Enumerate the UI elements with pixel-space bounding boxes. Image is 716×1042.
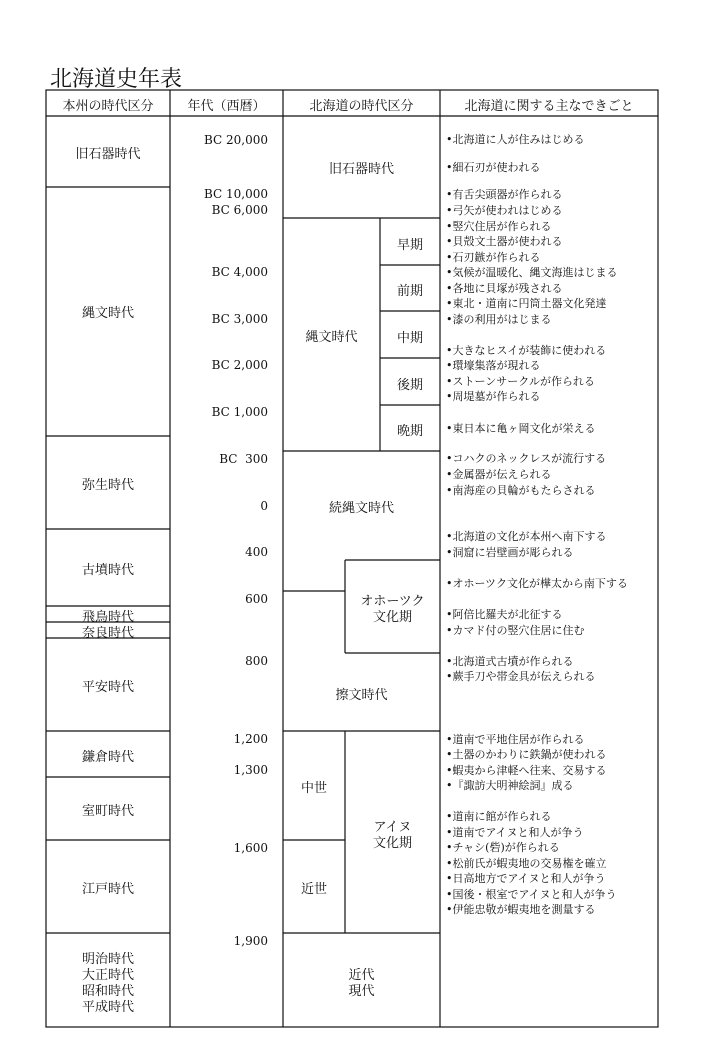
event-item: •漆の利用がはじまる [446, 313, 552, 326]
event-item: •周堤墓が作られる [446, 390, 541, 403]
hokkaido-period-epi-jomon: 続縄文時代 [328, 501, 394, 516]
event-item: •松前氏が蝦夷地の交易権を確立 [446, 857, 607, 870]
honshu-period-heian: 平安時代 [81, 680, 134, 695]
event-item: •環壕集落が現れる [446, 359, 541, 372]
hokkaido-period-modern: 近代 [348, 968, 375, 983]
event-item: •洞窟に岩壁画が彫られる [446, 546, 574, 559]
hokkaido-period-chusei: 中世 [300, 781, 327, 796]
header-year: 年代（西暦） [187, 99, 266, 114]
event-item: •有舌尖頭器が作られる [446, 188, 563, 201]
year-label: 1,900 [233, 934, 268, 948]
event-item: •ストーンサークルが作られる [446, 375, 595, 388]
header-hokkaido-periods: 北海道の時代区分 [309, 99, 414, 114]
event-item: •コハクのネックレスが流行する [446, 452, 607, 465]
year-label: BC 6,000 [211, 203, 268, 217]
jomon-subperiod-early: 前期 [396, 284, 423, 299]
honshu-period-kamakura: 鎌倉時代 [81, 750, 134, 765]
event-item: •カマド付の竪穴住居に住む [446, 624, 585, 637]
event-item: •大きなヒスイが装飾に使われる [446, 344, 607, 357]
year-label: 1,600 [233, 841, 268, 855]
event-item: •東日本に亀ヶ岡文化が栄える [446, 422, 596, 435]
hokkaido-period-paleolithic: 旧石器時代 [328, 162, 394, 177]
hokkaido-period-contemporary: 現代 [348, 984, 375, 999]
honshu-period-asuka: 飛鳥時代 [81, 610, 134, 625]
hokkaido-period-kinsei: 近世 [300, 882, 327, 897]
honshu-period-kofun: 古墳時代 [81, 563, 134, 578]
honshu-period-jomon: 縄文時代 [81, 306, 134, 321]
honshu-period-taisho: 大正時代 [81, 968, 134, 983]
event-item: •チャシ(砦)が作られる [446, 841, 560, 854]
year-label: 1,300 [233, 763, 268, 777]
jomon-subperiod-late: 後期 [396, 378, 423, 393]
hokkaido-period-jomon: 縄文時代 [305, 330, 358, 345]
honshu-period-nara: 奈良時代 [81, 626, 134, 641]
event-item: •金属器が伝えられる [446, 468, 552, 481]
honshu-period-heisei: 平成時代 [81, 1000, 134, 1015]
year-label: 400 [245, 545, 268, 559]
event-item: •気候が温暖化、縄文海進はじまる [446, 266, 618, 279]
event-item: •伊能忠敬が蝦夷地を測量する [446, 903, 596, 916]
year-label: BC 1,000 [211, 405, 268, 419]
event-item: •蕨手刀や帯金具が伝えられる [446, 670, 596, 683]
page-title: 北海道史年表 [50, 67, 183, 92]
event-item: •南海産の貝輪がもたらされる [446, 484, 596, 497]
year-label: BC 4,000 [211, 265, 268, 279]
header-honshu-periods: 本州の時代区分 [62, 99, 154, 114]
event-item: •国後・根室でアイヌと和人が争う [446, 888, 617, 901]
honshu-period-showa: 昭和時代 [81, 984, 134, 999]
event-item: •東北・道南に円筒土器文化発達 [446, 297, 607, 310]
year-label: 1,200 [233, 732, 268, 746]
honshu-period-muromachi: 室町時代 [81, 804, 134, 819]
honshu-period-yayoi: 弥生時代 [81, 478, 134, 493]
event-item: •弓矢が使われはじめる [446, 204, 563, 217]
hokkaido-period-satsumon: 擦文時代 [335, 688, 388, 703]
header-events: 北海道に関する主なできごと [464, 99, 634, 114]
event-item: •阿倍比羅夫が北征する [446, 608, 563, 621]
year-label: BC 300 [219, 452, 268, 466]
year-label: 0 [260, 499, 268, 513]
event-item: •道南で平地住居が作られる [446, 733, 585, 746]
event-item: •北海道に人が住みはじめる [446, 133, 585, 146]
event-item: •日高地方でアイヌと和人が争う [446, 872, 606, 885]
honshu-period-paleolithic: 旧石器時代 [75, 147, 141, 162]
year-label: 600 [245, 592, 268, 606]
year-label: 800 [245, 654, 268, 668]
hokkaido-period-ainu: アイヌ [373, 820, 412, 835]
year-label: BC 20,000 [203, 133, 268, 147]
honshu-period-edo: 江戸時代 [81, 882, 134, 897]
year-label: BC 10,000 [203, 187, 268, 201]
event-item: •細石刃が使われる [446, 161, 541, 174]
hokkaido-period-okhotsk: オホーツク [360, 594, 425, 609]
jomon-subperiod-middle: 中期 [396, 331, 423, 346]
event-item: •オホーツク文化が樺太から南下する [446, 577, 628, 590]
year-label: BC 3,000 [211, 312, 268, 326]
jomon-subperiod-final: 晩期 [396, 424, 423, 439]
honshu-period-meiji: 明治時代 [81, 952, 134, 967]
hokkaido-period-okhotsk-2: 文化期 [372, 610, 412, 625]
event-item: •『諏訪大明神絵詞』成る [446, 779, 574, 792]
event-item: •北海道式古墳が作られる [446, 655, 574, 668]
event-item: •道南でアイヌと和人が争う [446, 826, 584, 839]
event-item: •道南に館が作られる [446, 810, 552, 823]
year-label: BC 2,000 [211, 358, 268, 372]
event-item: •竪穴住居が作られる [446, 220, 552, 233]
event-item: •各地に貝塚が残される [446, 282, 563, 295]
event-item: •石刃鏃が作られる [446, 251, 541, 264]
hokkaido-period-ainu-2: 文化期 [372, 836, 412, 851]
jomon-subperiod-initial: 早期 [396, 238, 423, 253]
event-item: •北海道の文化が本州へ南下する [446, 530, 607, 543]
event-item: •貝殻文土器が使われる [446, 235, 563, 248]
event-item: •蝦夷から津軽へ往来、交易する [446, 764, 607, 777]
event-item: •土器のかわりに鉄鍋が使われる [446, 748, 607, 761]
